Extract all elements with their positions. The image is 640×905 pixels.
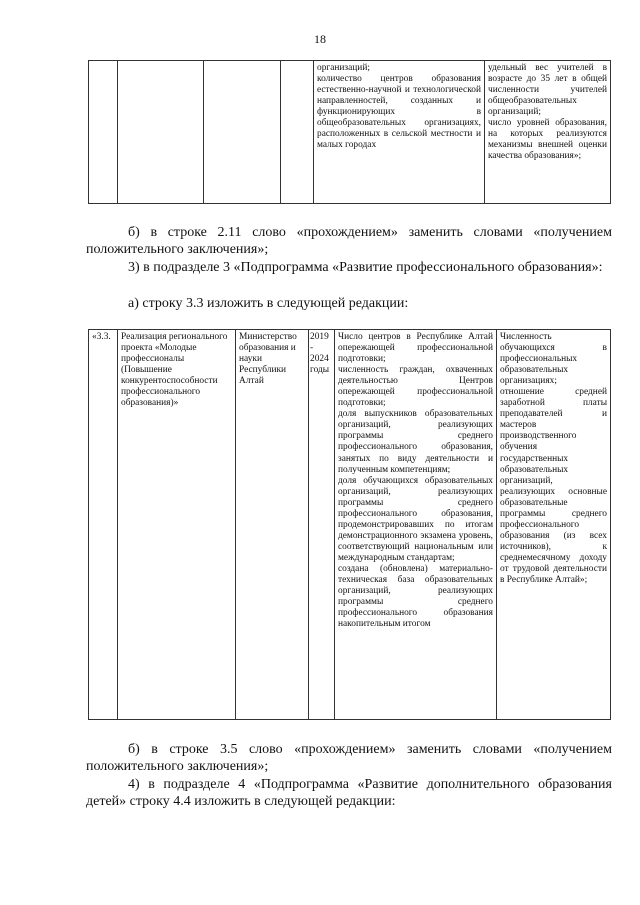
table2-cell-executor: Министерство образования и науки Республики Алтай <box>236 330 309 720</box>
table1-cell-indicators <box>314 61 485 204</box>
paragraph-a-3-3: а) строку 3.3 изложить в следующей редакции: <box>128 296 409 311</box>
paragraph-3-subsection: 3) в подразделе 3 «Подпрограмма «Развитие профессионального образования»: <box>128 260 603 275</box>
table2-cell-num: «3.3. <box>89 330 118 720</box>
table2-cell-name: Реализация регионального проекта «Молодые профессионалы (Повышение конкурентоспособности профессионального образования)» <box>118 330 236 720</box>
table2-target-line: отношение средней заработной платы преподавателей и мастеров производственного обучения государственных образовательных организаций, реализующих основные образовательные программы среднего профессионального образования (из всех источников), к среднемесячному доходу от трудовой деятельности в Республике Алтай»; <box>500 387 607 586</box>
page-number: 18 <box>314 32 326 46</box>
table2-indicator-line: численность граждан, охваченных деятельностью Центров опережающей профессиональной подготовки; <box>338 365 493 409</box>
table2-indicator-line: создана (обновлена) материально-техническая база образовательных организаций, реализующих программы среднего профессионального образования накопительным итогом <box>338 563 493 630</box>
table-continuation <box>88 60 611 204</box>
table1-target-line: удельный вес учителей в возрасте до 35 лет в общей численности учителей общеобразовательных организаций; <box>488 63 607 118</box>
table1-target-line: число уровней образования, на которых реализуются механизмы внешней оценки качества образования»; <box>488 118 607 162</box>
table2-cell-targets <box>497 330 611 720</box>
table1-cell-targets <box>485 61 611 204</box>
table1-indicator-line: количество центров образования естественно-научной и технологической направленностей, созданных и функционирующих в общеобразовательных организациях, расположенных в сельской местности и малых городах <box>317 74 481 151</box>
table1-indicator-line: организаций; <box>317 63 370 73</box>
paragraph-b-2-11: б) в строке 2.11 слово «прохождением» заменить словами «получением положительного заключения»; <box>86 225 612 257</box>
table1-cell-years <box>281 61 314 204</box>
table2-indicator-line: доля выпускников образовательных организаций, реализующих программы среднего профессионального образования, занятых по виду деятельности и полученным компетенциям; <box>338 409 493 475</box>
paragraph-4-subsection: 4) в подразделе 4 «Подпрограмма «Развитие дополнительного образования детей» строку 4.4 изложить в следующей редакции: <box>86 777 612 809</box>
table2-target-line: Численность обучающихся в профессиональных образовательных организациях; <box>500 332 607 387</box>
table1-cell-name <box>118 61 204 204</box>
table1-cell-num <box>89 61 118 204</box>
table2-indicator-line: доля обучающихся образовательных организаций, реализующих программы среднего профессионального образования, продемонстрировавших по итогам демонстрационного экзамена уровень, соответствующий национальным или международным стандартам; <box>338 475 493 563</box>
table2-indicator-line: Число центров в Республике Алтай опережающей профессиональной подготовки; <box>338 332 493 365</box>
paragraph-b-3-5: б) в строке 3.5 слово «прохождением» заменить словами «получением положительного заключения»; <box>86 742 612 774</box>
table2-cell-indicators <box>335 330 497 720</box>
table-row-3-3 <box>88 329 611 720</box>
table2-cell-years: 2019 - 2024 годы <box>309 330 335 720</box>
table1-cell-executor <box>204 61 281 204</box>
